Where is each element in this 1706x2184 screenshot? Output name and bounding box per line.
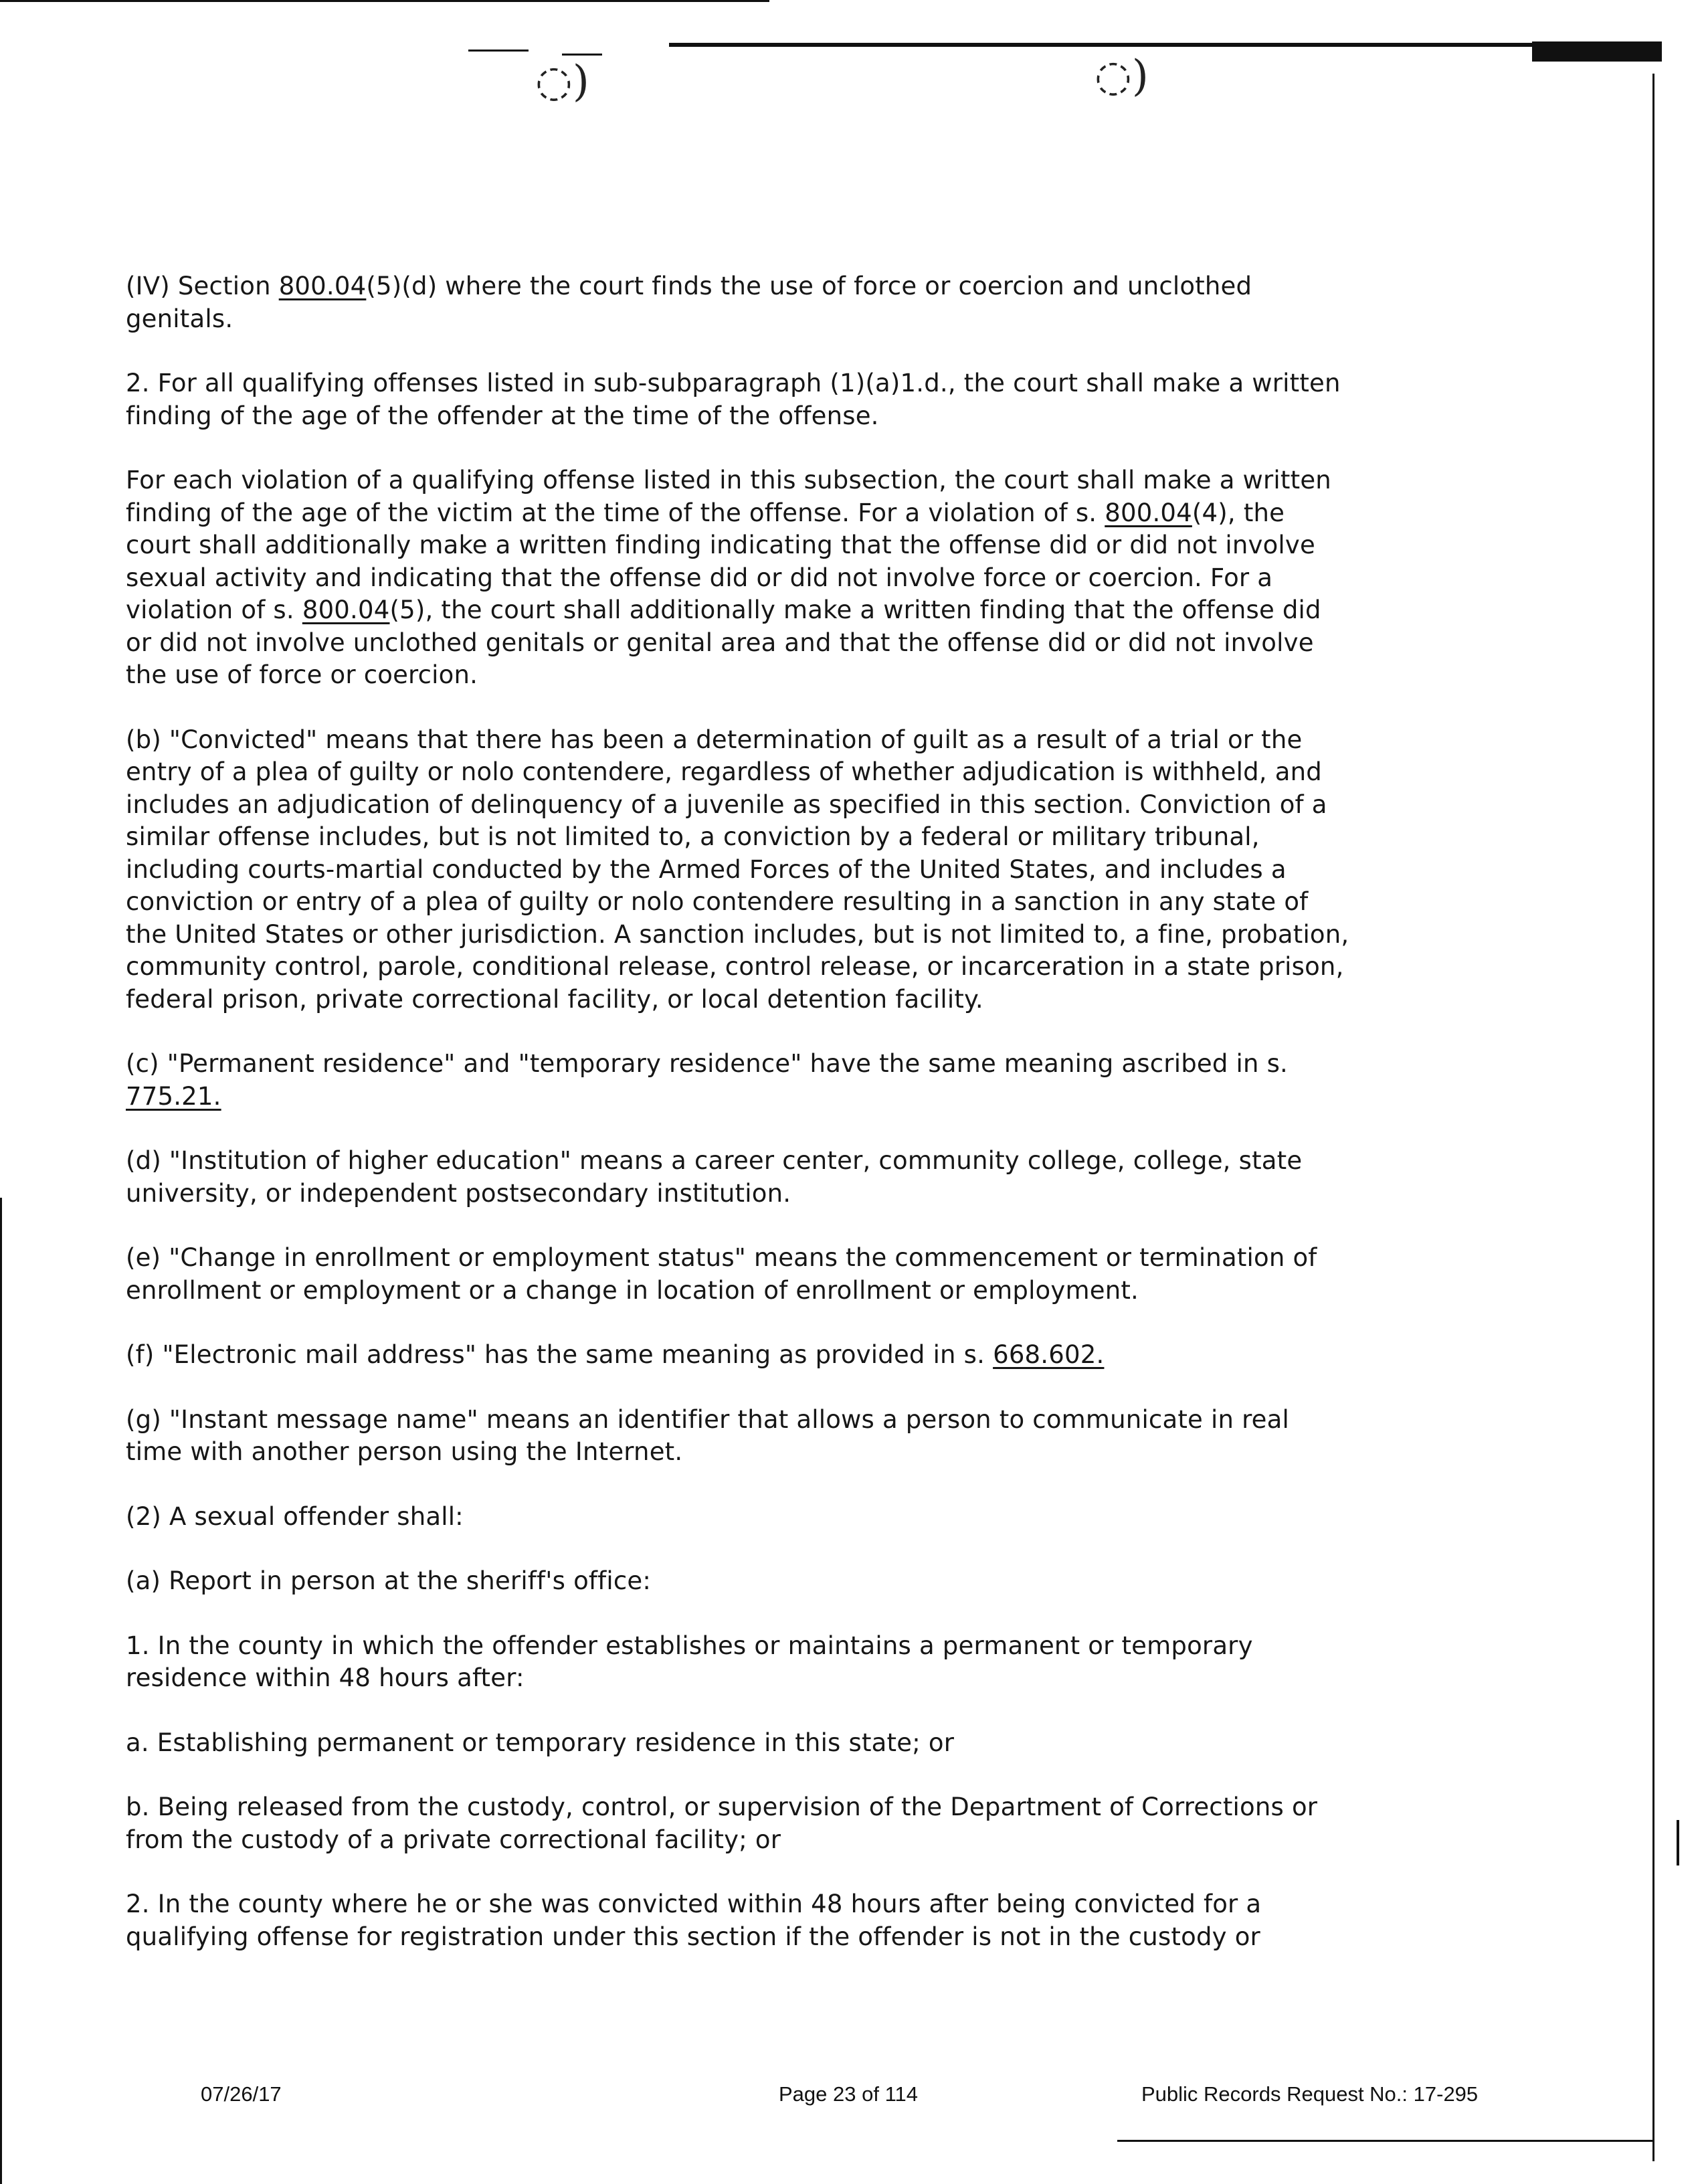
paragraph-text: (e) "Change in enrollment or employment status" means the commencement or termination of enrollment or employment or a change in location of enrollment or employment. [126,1243,1317,1305]
statute-link[interactable]: 775.21. [126,1081,221,1111]
top-scan-bar-thick [1532,41,1662,62]
paragraph-text: a. Establishing permanent or temporary residence in this state; or [126,1728,955,1757]
footer-request-number: Public Records Request No.: 17-295 [1141,2082,1479,2106]
paragraph-f [126,1339,1350,1372]
page-footer [0,2082,1706,2112]
paragraph-text: 2. For all qualifying offenses listed in sub-subparagraph (1)(a)1.d., the court shall make a written finding of the age of the offender at the time of the offense. [126,369,1341,430]
paragraph-text: (4), the court shall additionally make a written finding indicating that the offense did or did not involve sexual activity and indicating that the offense did or did not involve force or coercion. For a violation of s. [126,498,1315,624]
binder-hole-left-icon: ◌) [535,57,589,106]
paragraph-g [126,1404,1350,1469]
bottom-edge-line [1117,2140,1652,2142]
paragraph-bb [126,1791,1350,1856]
paragraph-2sub [126,1501,1350,1534]
paragraph-text: For each violation of a qualifying offense listed in this subsection, the court shall make a written finding of the age of the victim at the time of the offense. For a violation of s. [126,466,1331,527]
paragraph-text: (c) "Permanent residence" and "temporary residence" have the same meaning ascribed in s. [126,1049,1289,1078]
top-scan-dash [468,50,529,52]
paragraph-text: (d) "Institution of higher education" means a career center, community college, college, state university, or independent postsecondary institution. [126,1146,1303,1208]
statute-link[interactable]: 800.04 [302,596,390,624]
paragraph-iv [126,270,1350,335]
paragraph-text: (IV) Section [126,272,279,300]
paragraph-2 [126,367,1350,432]
paragraph-text: (f) "Electronic mail address" has the same meaning as provided in s. [126,1340,993,1369]
right-margin-mark [1677,1820,1679,1865]
left-edge-line [0,1198,2,2184]
footer-page-number: Page 23 of 114 [779,2082,918,2106]
top-scan-dash [562,54,602,56]
footer-date: 07/26/17 [201,2082,282,2106]
paragraph-text: 1. In the county in which the offender establishes or maintains a permanent or temporary residence within 48 hours after: [126,1631,1253,1692]
top-scan-bar [669,43,1662,47]
paragraph-b [126,724,1350,1016]
paragraph-text: (2) A sexual offender shall: [126,1502,464,1531]
paragraph-text: b. Being released from the custody, control, or supervision of the Department of Corrections or from the custody of a private correctional facility; or [126,1793,1318,1854]
paragraph-1 [126,1630,1350,1695]
paragraph-2a [126,1565,1350,1598]
right-edge-line [1652,74,1654,2161]
paragraph-a [126,1727,1350,1760]
statute-link[interactable]: 668.602. [993,1340,1105,1369]
paragraph-d [126,1145,1350,1210]
statute-link[interactable]: 800.04 [1105,498,1192,527]
paragraph-text: (5)(d) where the court finds the use of force or coercion and unclothed genitals. [126,272,1252,333]
paragraph-text: (g) "Instant message name" means an identifier that allows a person to communicate in real time with another person using the Internet. [126,1404,1289,1466]
top-edge-line [0,0,769,2]
statute-link[interactable]: 800.04 [278,272,367,300]
paragraph-22 [126,1888,1350,1953]
binder-hole-right-icon: ◌) [1095,52,1149,101]
paragraph-text: (b) "Convicted" means that there has been a determination of guilt as a result of a trial or the entry of a plea of guilty or nolo contendere, regardless of whether adjudication is withheld, and includes an adjudication of delinquency of a juvenile as specified in this section. Conviction of a similar offense includes, but is not limited to, a conviction by a federal or military tribunal, including courts-martial conducted by the Armed Forces of the United States, and includes a conviction or entry of a plea of guilty or nolo contendere resulting in a sanction in any state of the United States or other jurisdiction. A sanction includes, but is not limited to, a fine, probation, community control, parole, conditional release, control release, or incarceration in a state prison, federal prison, private correctional facility, or local detention facility. [126,725,1349,1014]
paragraph-c [126,1048,1350,1113]
paragraph-text: 2. In the county where he or she was convicted within 48 hours after being convicted for a qualifying offense for registration under this section if the offender is not in the custody or [126,1890,1262,1951]
paragraph-each [126,464,1350,692]
paragraph-text: (5), the court shall additionally make a written finding that the offense did or did not involve unclothed genitals or genital area and that the offense did or did not involve the use of force or coercion. [126,596,1321,689]
paragraph-text: (a) Report in person at the sheriff's office: [126,1566,652,1595]
paragraph-e [126,1242,1350,1307]
document-body [126,270,1350,1953]
